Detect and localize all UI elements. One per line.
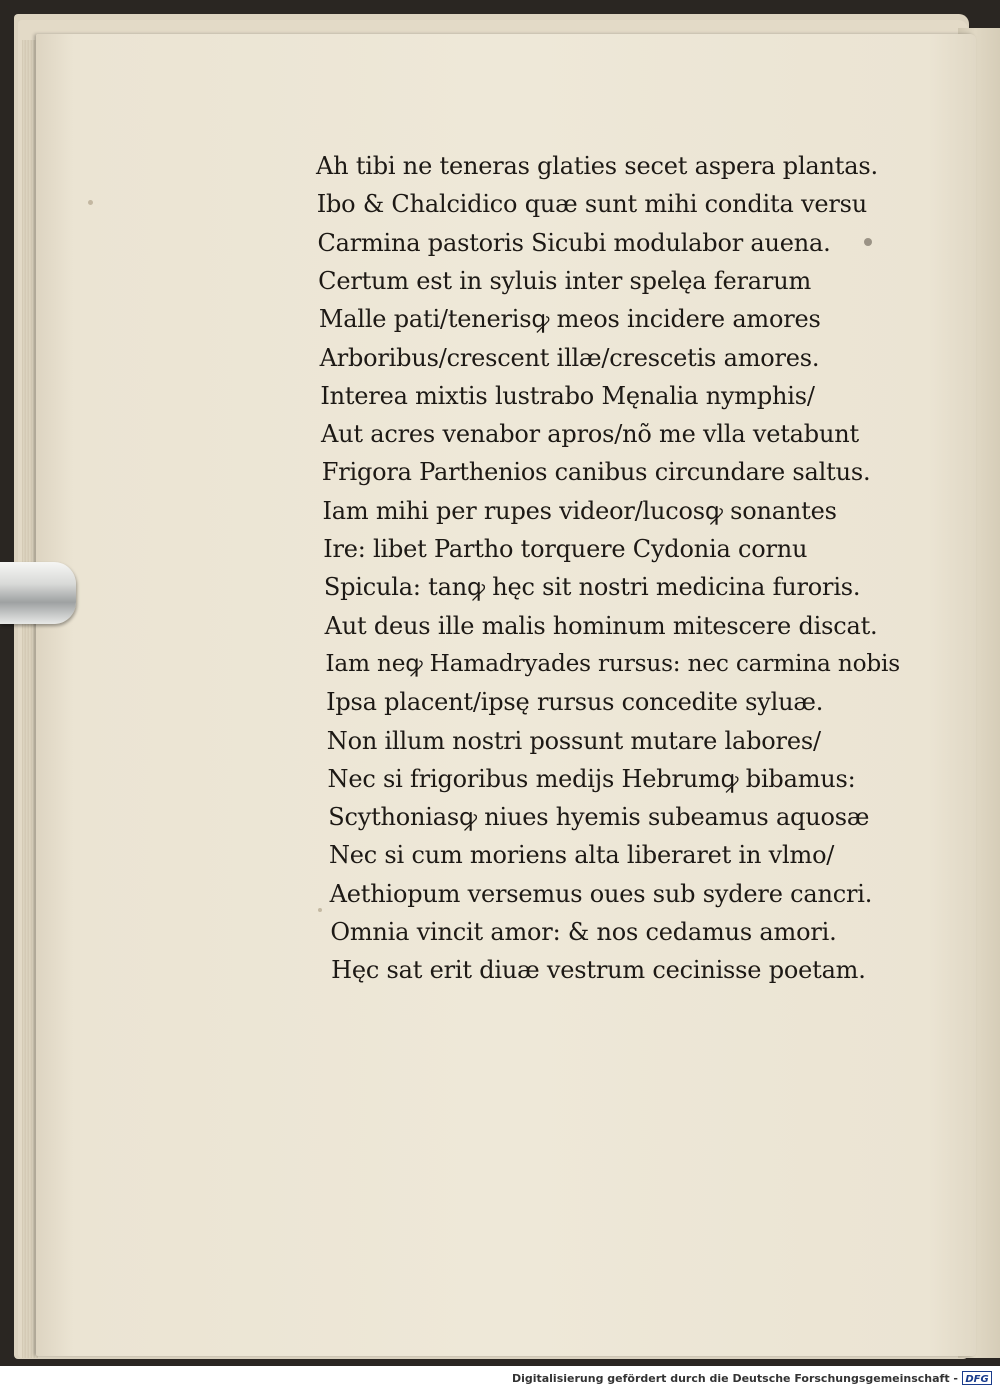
page-holder-glass — [0, 562, 76, 624]
verse-line: Interea mixtis lustrabo Męnalia nymphis/ — [320, 381, 815, 410]
verse-line: Nec si frigoribus medijs Hebrumꝙ bibamus: — [327, 764, 856, 793]
verse-line: Non illum nostri possunt mutare labores/ — [326, 726, 821, 755]
verse-line: Nec si cum moriens alta liberaret in vlmo/ — [328, 841, 835, 870]
verse-line: Omnia vincit amor: & nos cedamus amori. — [330, 918, 837, 946]
verse-line: Ipsa placent/ipsę rursus concedite syluæ. — [326, 688, 824, 717]
verse-line: Malle pati/tenerisꝙ meos incidere amores — [318, 305, 821, 334]
verse-line: Scythoniasꝙ niues hyemis subeamus aquosæ — [328, 803, 870, 832]
verse-line: Ibo & Chalcidico quæ sunt mihi condita versu — [316, 190, 867, 219]
verse-line: Carmina pastoris Sicubi modulabor auena. — [317, 228, 831, 257]
verse-line: Ire: libet Partho torquere Cydonia cornu — [323, 535, 808, 563]
verse-block — [36, 34, 976, 1356]
verse-line: Aethiopum versemus oues sub sydere cancri. — [329, 879, 873, 908]
book-page — [36, 34, 976, 1356]
verse-line: Ah tibi ne teneras glaties secet aspera plantas. — [316, 152, 878, 180]
dfg-logo-icon — [962, 1371, 992, 1385]
svg-text:DFG: DFG — [965, 1374, 989, 1384]
footer-bar — [0, 1366, 1000, 1391]
verse-line: Aut deus ille malis hominum mitescere discat. — [324, 611, 878, 640]
verse-line: Aut acres venabor apros/nõ me vlla vetabunt — [321, 420, 859, 449]
footer-credit: Digitalisierung gefördert durch die Deutsche Forschungsgemeinschaft - — [511, 1372, 958, 1385]
verse-line: Certum est in syluis inter spelęa ferarum — [318, 266, 812, 295]
verse-line: Iam neꝙ Hamadryades rursus: nec carmina nobis — [325, 649, 900, 677]
verse-line: Spicula: tanꝙ hęc sit nostri medicina furoris. — [323, 573, 861, 602]
verse-line: Arboribus/crescent illæ/crescetis amores. — [319, 343, 820, 372]
verse-line: Iam mihi per rupes videor/lucosꝙ sonantes — [322, 496, 837, 525]
verse-line: Frigora Parthenios canibus circundare saltus. — [321, 458, 871, 487]
verse-line: Hęc sat erit diuæ vestrum cecinisse poetam. — [331, 956, 866, 985]
